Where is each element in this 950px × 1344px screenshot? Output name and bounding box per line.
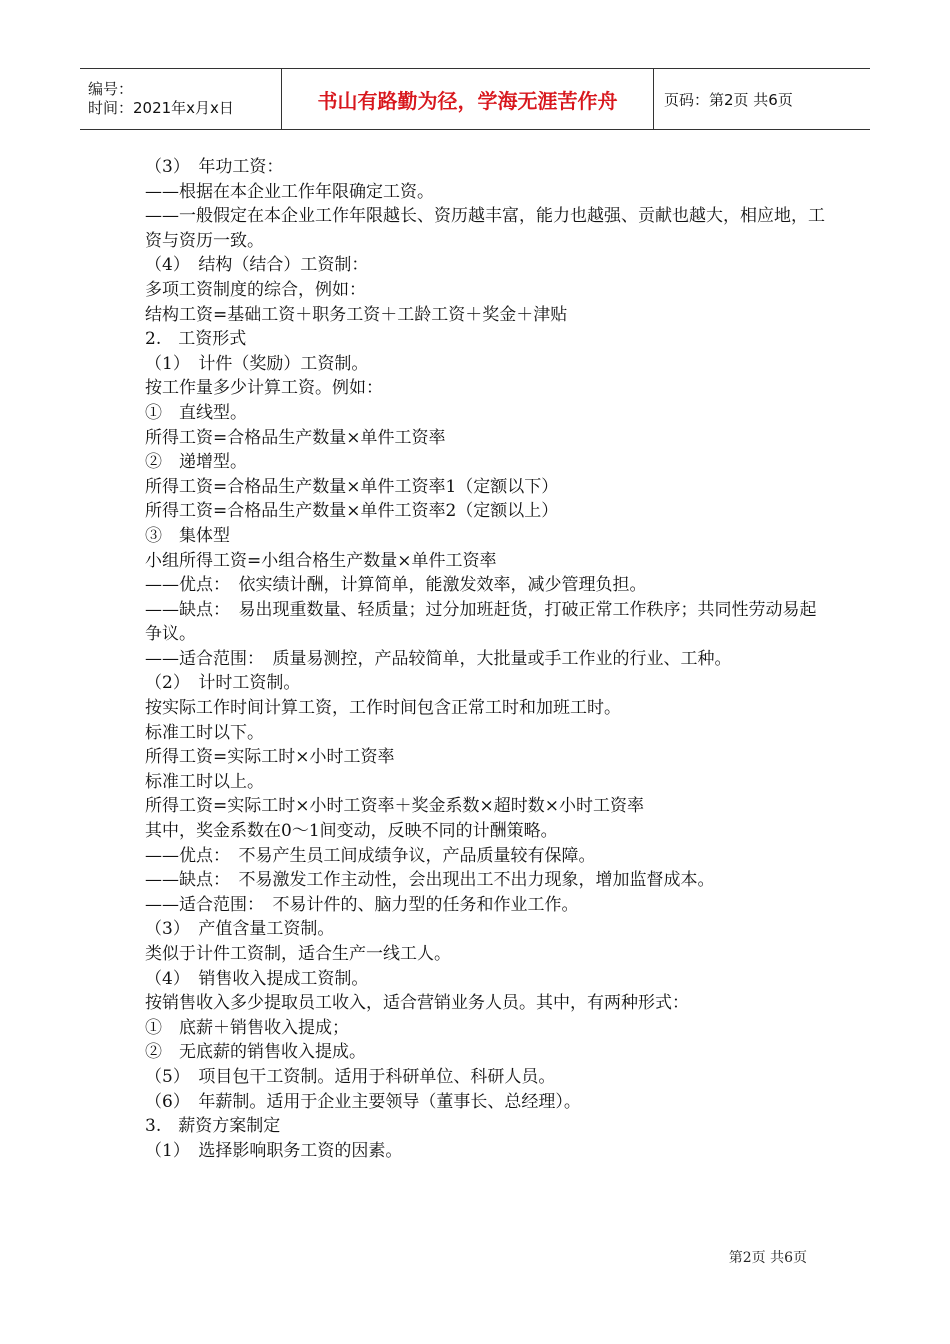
body-line: （4） 结构（结合）工资制： bbox=[145, 255, 369, 276]
body-line: 结构工资=基础工资＋职务工资＋工龄工资＋奖金＋津贴 bbox=[145, 304, 568, 325]
body-line: ① 直线型。 bbox=[145, 402, 247, 423]
page-footer bbox=[729, 1247, 807, 1267]
motto-text: 书山有路勤为径，学海无涯苦作舟 bbox=[317, 88, 618, 113]
body-line: （1） 计件（奖励）工资制。 bbox=[145, 353, 369, 374]
body-line: ——缺点： 不易激发工作主动性，会出现出工不出力现象，增加监督成本。 bbox=[145, 870, 715, 891]
body-line: 所得工资=合格品生产数量×单件工资率 bbox=[145, 427, 446, 448]
body-line: 所得工资=实际工时×小时工资率＋奖金系数×超时数×小时工资率 bbox=[145, 796, 644, 817]
body-line: ——优点： 不易产生员工间成绩争议，产品质量较有保障。 bbox=[145, 845, 596, 866]
body-line: ——适合范围： 不易计件的、脑力型的任务和作业工作。 bbox=[145, 894, 579, 915]
body-line: （6） 年薪制。适用于企业主要领导（董事长、总经理）。 bbox=[145, 1091, 581, 1112]
section-heading: 3. 薪资方案制定 bbox=[145, 1116, 281, 1137]
body-line: ② 递增型。 bbox=[145, 452, 247, 473]
body-line: （2） 计时工资制。 bbox=[145, 673, 301, 694]
body-line: （5） 项目包干工资制。适用于科研单位、科研人员。 bbox=[145, 1066, 556, 1087]
body-line: （1） 选择影响职务工资的因素。 bbox=[145, 1140, 403, 1161]
body-line: 标准工时以上。 bbox=[145, 771, 264, 792]
footer-page-number: 第2页 共6页 bbox=[728, 1250, 807, 1266]
body-line: ——根据在本企业工作年限确定工资。 bbox=[145, 181, 434, 202]
body-line: （3） 年功工资： bbox=[145, 157, 284, 177]
body-line: ① 底薪＋销售收入提成； bbox=[145, 1017, 349, 1038]
body-line: ③ 集体型 bbox=[145, 525, 230, 546]
body-line: ——缺点： 易出现重数量、轻质量；过分加班赶货，打破正常工作秩序；共同性劳动易起争议。 bbox=[145, 599, 817, 645]
body-line: 按实际工作时间计算工资，工作时间包含正常工时和加班工时。 bbox=[145, 698, 621, 719]
header-page-info bbox=[654, 69, 870, 129]
body-line: 类似于计件工资制，适合生产一线工人。 bbox=[145, 944, 451, 964]
body-line: ——一般假定在本企业工作年限越长、资历越丰富，能力也越强、贡献也越大，相应地，工资与资历一致。 bbox=[145, 206, 825, 251]
header-page-number: 页码：第2页 共6页 bbox=[664, 90, 793, 109]
body-line: 按工作量多少计算工资。例如： bbox=[145, 378, 383, 399]
document-body bbox=[145, 155, 825, 1163]
page-header bbox=[80, 68, 870, 130]
header-meta bbox=[80, 69, 282, 129]
body-line: ② 无底薪的销售收入提成。 bbox=[145, 1042, 366, 1063]
header-motto bbox=[282, 69, 654, 129]
body-line: 所得工资=实际工时×小时工资率 bbox=[145, 747, 395, 768]
body-line: 标准工时以下。 bbox=[145, 722, 264, 743]
body-line: ——适合范围： 质量易测控，产品较简单，大批量或手工作业的行业、工种。 bbox=[145, 648, 732, 669]
body-line: 小组所得工资=小组合格生产数量×单件工资率 bbox=[145, 550, 497, 571]
document-time-label: 时间：2021年x月x日 bbox=[88, 99, 234, 117]
section-heading: 2. 工资形式 bbox=[145, 329, 247, 350]
body-line: 所得工资=合格品生产数量×单件工资率2（定额以上） bbox=[145, 501, 559, 522]
body-line: ——优点： 依实绩计酬，计算简单，能激发效率，减少管理负担。 bbox=[145, 575, 647, 596]
body-line: 所得工资=合格品生产数量×单件工资率1（定额以下） bbox=[145, 476, 559, 497]
document-number-label: 编号： bbox=[88, 80, 134, 98]
body-line: （4） 销售收入提成工资制。 bbox=[145, 968, 369, 989]
body-line: 按销售收入多少提取员工收入，适合营销业务人员。其中，有两种形式： bbox=[145, 993, 689, 1014]
body-line: （3） 产值含量工资制。 bbox=[145, 919, 335, 940]
body-line: 其中，奖金系数在0～1间变动，反映不同的计酬策略。 bbox=[145, 821, 558, 842]
body-line: 多项工资制度的综合，例如： bbox=[145, 279, 366, 300]
